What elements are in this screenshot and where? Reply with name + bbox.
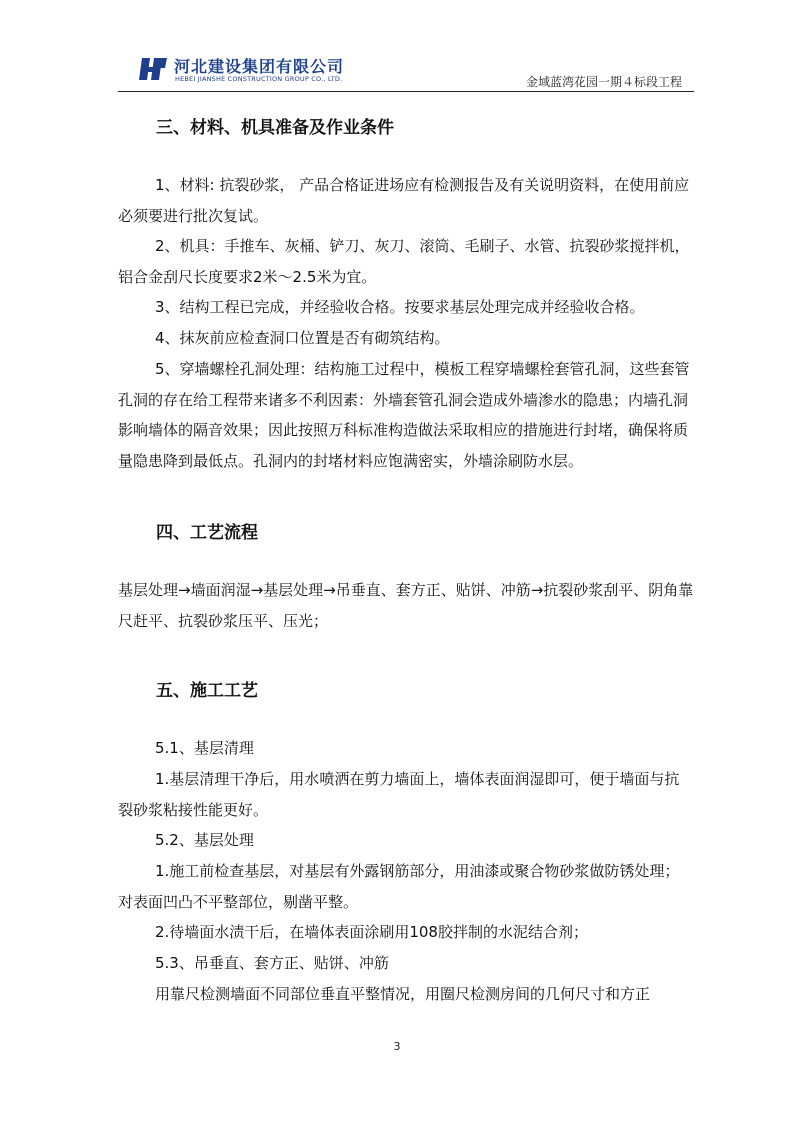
subsection-title: 5.1、基层清理 [155, 739, 254, 757]
project-title: 金域蓝湾花园一期４标段工程 [525, 75, 682, 89]
company-name-cn: 河北建设集团有限公司 [174, 57, 345, 76]
paragraph: 基层处理→墙面润湿→基层处理→吊垂直、套方正、贴饼、冲筋→抗裂砂浆刮平、阴角靠尺赶平、抗裂砂浆压平、压光； [118, 581, 694, 630]
paragraph: 1.基层清理干净后，用水喷洒在剪力墙面上，墙体表面润湿即可，便于墙面与抗裂砂浆粘接性能更好。 [118, 770, 680, 819]
section-heading: 三、材料、机具准备及作业条件 [156, 118, 394, 138]
company-logo-icon [138, 54, 168, 84]
paragraph: 1.施工前检查基层，对基层有外露钢筋部分，用油漆或聚合物砂浆做防锈处理；对表面凹凸不平整部位，剔凿平整。 [118, 862, 680, 911]
company-name-en: HEBEI JIANSHE CONSTRUCTION GROUP CO., LTD. [175, 75, 343, 83]
section-heading: 五、施工工艺 [156, 681, 258, 701]
section-heading: 四、工艺流程 [156, 523, 258, 543]
page-header [118, 52, 694, 92]
paragraph: 用靠尺检测墙面不同部位垂直平整情况，用圈尺检测房间的几何尺寸和方正 [155, 985, 651, 1003]
page-number: 3 [393, 1040, 401, 1053]
paragraph: 4、抹灰前应检查洞口位置是否有砌筑结构。 [155, 329, 450, 347]
paragraph: 5、穿墙螺栓孔洞处理：结构施工过程中，模板工程穿墙螺栓套管孔洞，这些套管孔洞的存在给工程带来诸多不利因素：外墙套管孔洞会造成外墙渗水的隐患；内墙孔洞影响墙体的隔音效果；因此按照万科标准构造做法采取相应的措施进行封堵，确保将质量隐患降到最低点。孔洞内的封堵材料应饱满密实，外墙涂刷防水层。 [118, 360, 690, 470]
paragraph: 3、结构工程已完成，并经验收合格。按要求基层处理完成并经验收合格。 [155, 298, 645, 316]
paragraph: 2.待墙面水渍干后，在墙体表面涂刷用108胶拌制的水泥结合剂； [155, 923, 588, 941]
subsection-title: 5.3、吊垂直、套方正、贴饼、冲筋 [155, 954, 389, 972]
paragraph: 1、材料: 抗裂砂浆， 产品合格证进场应有检测报告及有关说明资料，在使用前应必须要进行批次复试。 [118, 176, 690, 225]
paragraph: 2、机具：手推车、灰桶、铲刀、灰刀、滚筒、毛刷子、水管、抗裂砂浆搅拌机，铝合金刮尺长度要求2米～2.5米为宜。 [118, 237, 690, 286]
subsection-title: 5.2、基层处理 [155, 831, 254, 849]
